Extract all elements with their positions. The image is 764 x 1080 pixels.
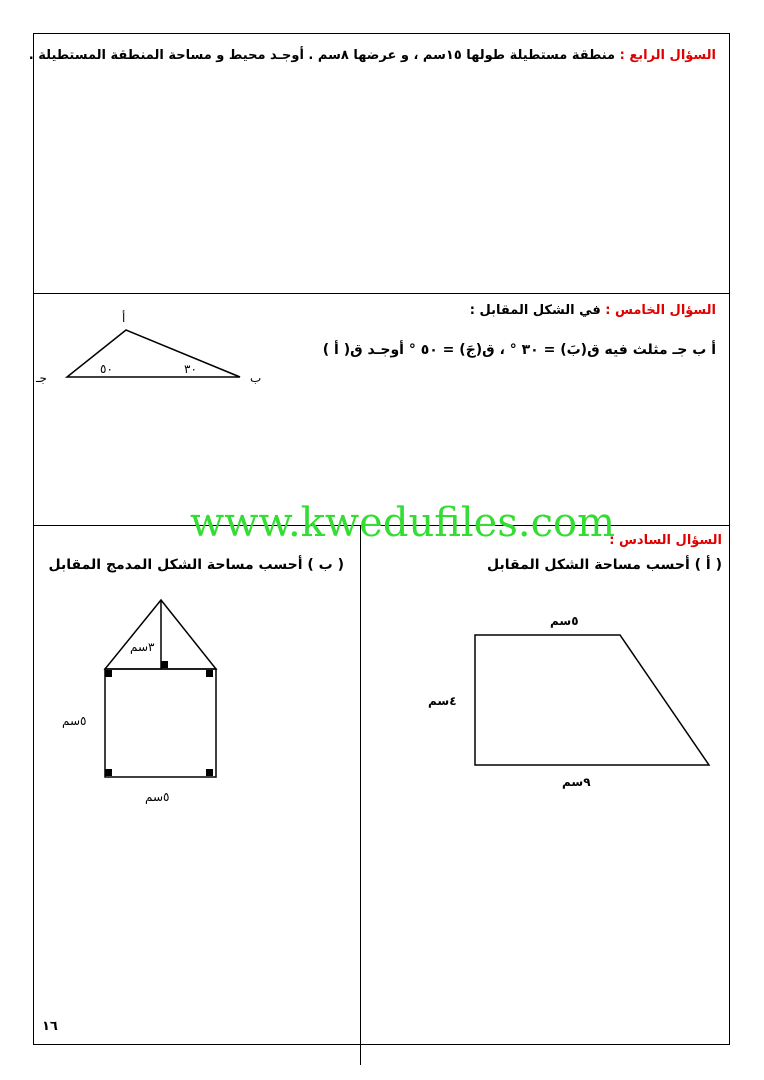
watermark: www.kwedufiles.com: [190, 500, 615, 546]
trapezoid-height-label: ٤سم: [428, 694, 457, 708]
right-angle-mark-height: [161, 661, 168, 668]
triangle-height-label: ٣سم: [130, 640, 155, 654]
part-a-title: ( أ ) أحسب مساحة الشكل المقابل: [486, 557, 722, 573]
angle-c-label: ٥٠: [100, 362, 113, 376]
trapezoid-bottom-label: ٩سم: [562, 775, 591, 789]
angle-b-label: ٣٠: [184, 362, 197, 376]
question-5-statement: أ ب جـ مثلث فيه ق(بَ) = ٣٠ ° ، ق(جَ) = ٥٠ ° أوجـد ق( أ ): [322, 342, 716, 358]
right-angle-mark-bottom-right: [206, 769, 213, 776]
square-bottom-label: ٥سم: [145, 790, 170, 804]
trapezoid-shape: [475, 635, 709, 765]
square-side-label: ٥سم: [62, 714, 87, 728]
question-6-label: السؤال السادس :: [609, 533, 722, 548]
question-5-title: في الشكل المقابل :: [469, 303, 601, 318]
vertex-c-label: جـ: [36, 371, 47, 385]
composite-square: [105, 669, 216, 777]
vertex-b-label: ب: [250, 371, 262, 385]
right-angle-mark-top-right: [206, 670, 213, 677]
question-5-label: السؤال الخامس :: [605, 303, 716, 318]
right-angle-mark-top-left: [105, 670, 112, 677]
part-b-title: ( ب ) أحسب مساحة الشكل المدمج المقابل: [48, 557, 344, 573]
question-4-label: السؤال الرابع :: [619, 48, 716, 63]
page-number: ١٦: [42, 1019, 58, 1034]
right-angle-mark-bottom-left: [105, 769, 112, 776]
question-4-text: منطقة مستطيلة طولها ١٥سم ، و عرضها ٨سم . أوجـد محيط و مساحة المنطقة المستطيلة .: [28, 48, 616, 63]
trapezoid-top-label: ٥سم: [550, 614, 579, 628]
vertex-a-label: أ: [122, 311, 126, 325]
